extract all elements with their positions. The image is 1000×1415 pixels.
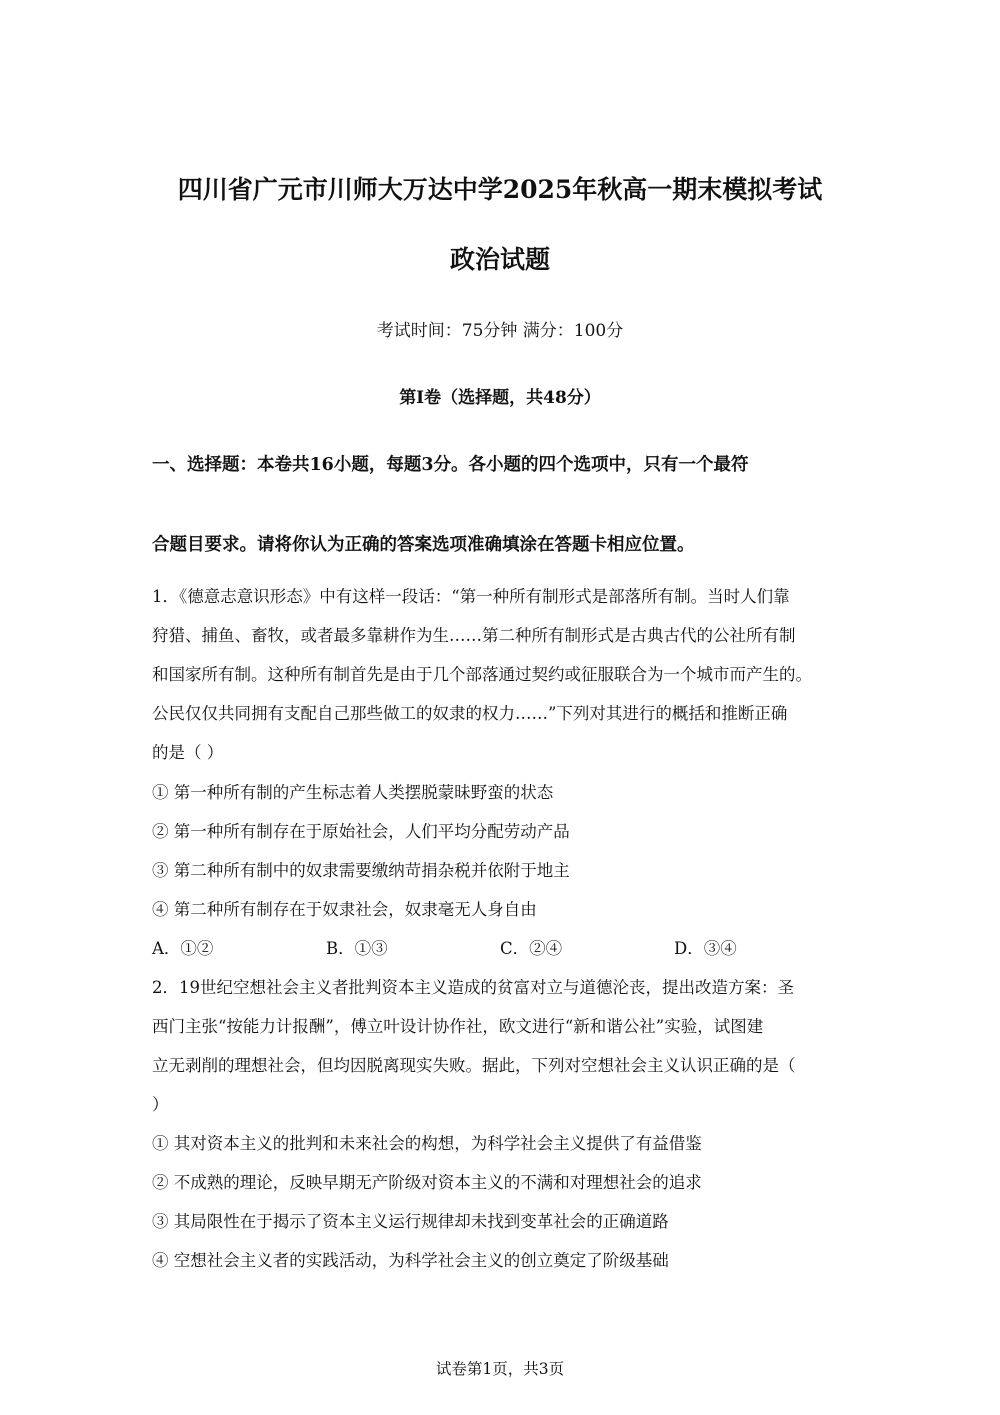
q1-option-d[interactable]: D．③④ [674, 939, 737, 958]
q2-stem-line: 2．19世纪空想社会主义者批判资本主义造成的贫富对立与道德沦丧，提出改造方案：圣 [152, 978, 794, 997]
instructions-line-1: 一、选择题：本卷共16小题，每题3分。各小题的四个选项中，只有一个最符 [152, 455, 749, 475]
q1-stem-line: 的是（ ） [152, 743, 224, 762]
q2-stem-line: ） [152, 1095, 169, 1114]
exam-title: 四川省广元市川师大万达中学2025年秋高一期末模拟考试 [177, 175, 823, 204]
q1-stem-line: 公民仅仅共同拥有支配自己那些做工的奴隶的权力……”下列对其进行的概括和推断正确 [152, 704, 788, 723]
q1-statement: ① 第一种所有制的产生标志着人类摆脱蒙昧野蛮的状态 [152, 783, 554, 802]
q2-statement: ① 其对资本主义的批判和未来社会的构想，为科学社会主义提供了有益借鉴 [152, 1134, 702, 1153]
q1-option-b[interactable]: B．①③ [326, 939, 388, 958]
instructions-line-2: 合题目要求。请将你认为正确的答案选项准确填涂在答题卡相应位置。 [152, 535, 695, 555]
q1-stem-line: 狩猎、捕鱼、畜牧，或者最多靠耕作为生……第二种所有制形式是古典古代的公社所有制 [152, 626, 796, 645]
q2-statement: ④ 空想社会主义者的实践活动，为科学社会主义的创立奠定了阶级基础 [152, 1251, 669, 1270]
q1-option-c[interactable]: C．②④ [500, 939, 563, 958]
section-heading: 第Ⅰ卷（选择题，共48分） [399, 388, 601, 408]
q1-statement: ② 第一种所有制存在于原始社会，人们平均分配劳动产品 [152, 822, 570, 841]
q2-stem-line: 立无剥削的理想社会，但均因脱离现实失败。据此，下列对空想社会主义认识正确的是（ [152, 1056, 796, 1075]
q1-option-a[interactable]: A．①② [152, 939, 214, 958]
q2-stem-line: 西门主张“按能力计报酬”，傅立叶设计协作社，欧文进行“新和谐公社”实验，试图建 [152, 1017, 764, 1036]
q1-stem-line: 和国家所有制。这种所有制首先是由于几个部落通过契约或征服联合为一个城市而产生的。 [152, 665, 812, 684]
q1-statement: ③ 第二种所有制中的奴隶需要缴纳苛捐杂税并依附于地主 [152, 861, 570, 880]
q2-statement: ③ 其局限性在于揭示了资本主义运行规律却未找到变革社会的正确道路 [152, 1212, 669, 1231]
exam-meta: 考试时间：75分钟 满分：100分 [376, 321, 624, 341]
page-footer: 试卷第1页，共3页 [435, 1360, 565, 1378]
q2-statement: ② 不成熟的理论，反映早期无产阶级对资本主义的不满和对理想社会的追求 [152, 1173, 702, 1192]
q1-statement: ④ 第二种所有制存在于奴隶社会，奴隶毫无人身自由 [152, 900, 537, 919]
q1-stem-line: 1．《德意志意识形态》中有这样一段话：“第一种所有制形式是部落所有制。当时人们靠 [152, 587, 790, 606]
exam-subject-title: 政治试题 [449, 245, 550, 274]
